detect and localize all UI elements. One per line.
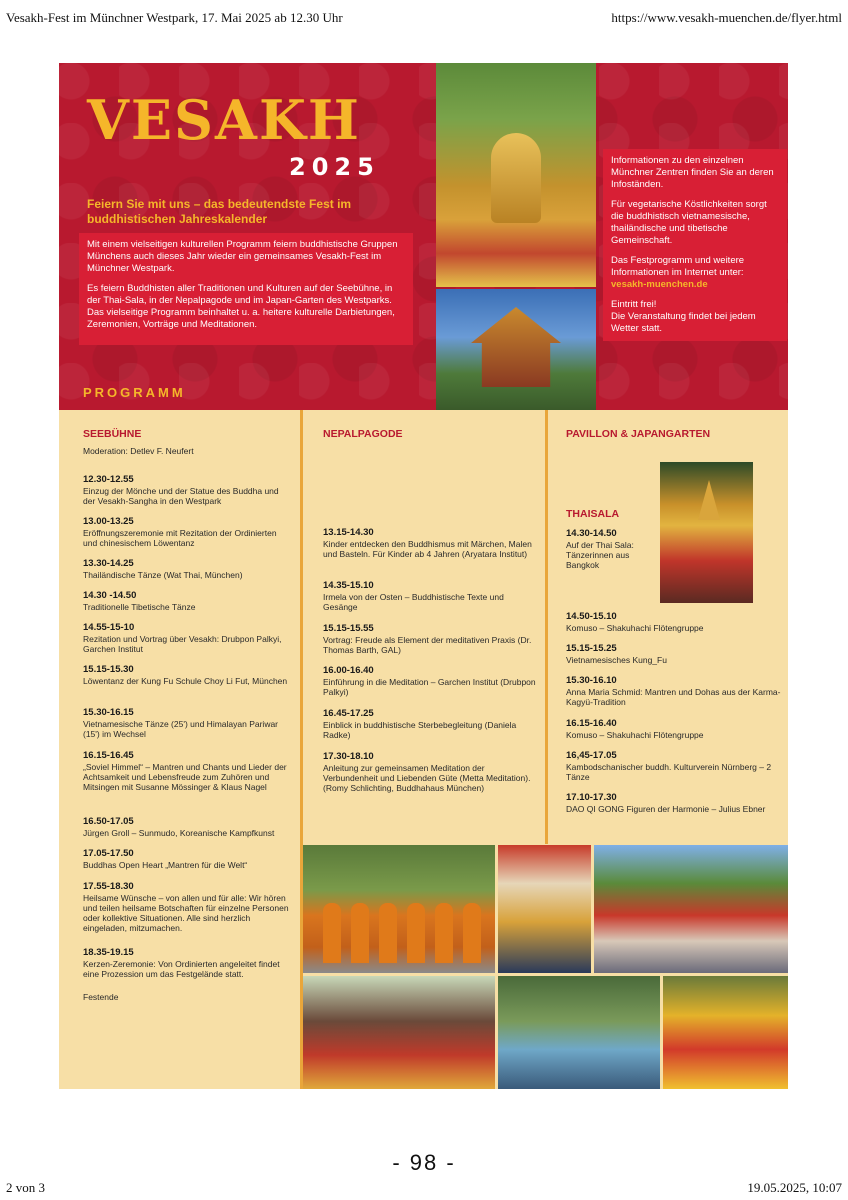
page-number: - 98 -	[392, 1150, 456, 1175]
seebuehne-heading: SEEBÜHNE	[83, 428, 142, 440]
pavillon-event: 15.15-15.25 Vietnamesisches Kung_Fu	[566, 643, 667, 665]
info-free-entry: Eintritt frei!	[611, 299, 657, 310]
programm-label: PROGRAMM	[83, 385, 186, 400]
monks-procession-photo	[303, 845, 495, 973]
browser-header-url[interactable]: https://www.vesakh-muenchen.de/flyer.html	[611, 10, 842, 25]
thai-sala-roof	[471, 307, 561, 387]
nepalpagode-event: 16.00-16.40 Einführung in die Meditation – Garchen Institut (Drubpon Palkyi)	[323, 665, 536, 697]
pavillon-event: 15.30-16.10 Anna Maria Schmid: Mantren und Dohas aus der Karma-Kagyü-Tradition	[566, 675, 781, 707]
browser-header-title: Vesakh-Fest im Münchner Westpark, 17. Mai 2025 ab 12.30 Uhr	[6, 10, 343, 25]
flyer-tagline: Feiern Sie mit uns – das bedeutendste Fest im buddhistischen Jahreskalender	[87, 197, 352, 226]
thaisala-event: 14.30-14.50 Auf der Thai Sala: Tänzerinnen aus Bangkok	[566, 528, 634, 570]
thaisala-heading: THAISALA	[566, 508, 620, 520]
seebuehne-event: 14.55-15-10 Rezitation und Vortrag über Vesakh: Drubpon Palkyi, Garchen Institut	[83, 622, 282, 654]
seebuehne-event: 15.15-15.30 Löwentanz der Kung Fu Schule Choy Li Fut, München	[83, 664, 288, 686]
thai-dancer-photo	[660, 462, 753, 603]
seebuehne-moderation: Moderation: Detlev F. Neufert	[83, 446, 194, 456]
flyer-title: VESAKH	[87, 88, 361, 152]
browser-footer-timestamp: 19.05.2025, 10:07	[747, 1180, 842, 1195]
mask-dancers-photo	[498, 845, 591, 973]
seebuehne-event: 13.00-13.25 Eröffnungszeremonie mit Rezitation der Ordinierten und chinesischem Löwentanz	[83, 516, 277, 548]
pavillon-event: 14.50-15.10 Komuso – Shakuhachi Flötengruppe	[566, 611, 704, 633]
seebuehne-event: 17.05-17.50 Buddhas Open Heart „Mantren für die Welt“	[83, 848, 248, 870]
intro-paragraph-2: Es feiern Buddhisten aller Traditionen und Kulturen auf der Seebühne, in der Thai-Sala, in der Nepalpagode und im Japan-Garten des Westparks. Das vielseitige Programm beinhaltet u. a. heitere kulturelle Darbietungen, Zeremonien, Vorträge und Meditationen.	[87, 283, 395, 330]
festival-crowd-photo	[594, 845, 788, 973]
flyer-top-banner	[59, 63, 788, 410]
info-weather: Die Veranstaltung findet bei jedem Wetter statt.	[611, 311, 756, 334]
nepalpagode-event: 13.15-14.30 Kinder entdecken den Buddhismus mit Märchen, Malen und Basteln. Für Kinder ab 4 Jahren (Aryatara Institut)	[323, 527, 532, 559]
pavillon-event: 16.15-16.40 Komuso – Shakuhachi Flötengruppe	[566, 718, 704, 740]
browser-footer-page-count: 2 von 3	[6, 1180, 45, 1195]
monk-figure	[407, 903, 425, 963]
seebuehne-event: 16.50-17.05 Jürgen Groll – Sunmudo, Koreanische Kampfkunst	[83, 816, 275, 838]
nepalpagode-event: 14.35-15.10 Irmela von der Osten – Buddhistische Texte und Gesänge	[323, 580, 504, 612]
nepalpagode-event: 17.30-18.10 Anleitung zur gemeinsamen Meditation der Verbundenheit und Liebenden Güte (Metta Meditation).(Romy Schlichting, Buddhahaus München)	[323, 751, 531, 793]
monk-figure	[463, 903, 481, 963]
seebuehne-event: 17.55-18.30 Heilsame Wünsche – von allen und für alle: Wir hören und teilen heilsame Botschaften für einzelne Personen oder kollektive Situationen. Alle sind herzlich eingeladen, mitzumachen.	[83, 881, 289, 933]
info-paragraph-1: Informationen zu den einzelnen Münchner Zentren finden Sie an deren Infoständen.	[611, 155, 774, 190]
thai-sala-photo	[436, 289, 596, 410]
pavillon-event: 17.10-17.30 DAO QI GONG Figuren der Harmonie – Julius Ebner	[566, 792, 766, 814]
buddha-statue-photo	[436, 63, 596, 287]
seebuehne-event: 16.15-16.45 „Soviel Himmel“ – Mantren und Chants und Lieder der Achtsamkeit und Lebensfreude zum Zuhören und Mitsingen mit Susanne Mössinger & Klaus Nagel	[83, 750, 287, 792]
column-divider-2	[545, 410, 548, 844]
nepalpagode-event: 16.45-17.25 Einblick in buddhistische Sterbebegleitung (Daniela Radke)	[323, 708, 517, 740]
nepalpagode-event: 15.15-15.55 Vortrag: Freude als Element der meditativen Praxis (Dr. Thomas Barth, GAL)	[323, 623, 532, 655]
monk-figure	[351, 903, 369, 963]
seebuehne-event: 18.35-19.15 Kerzen-Zeremonie: Von Ordinierten angeleitet findet eine Prozession um das Festgelände statt.	[83, 947, 280, 979]
flyer-year: 2025	[289, 153, 380, 181]
seebuehne-event: 12.30-12.55 Einzug der Mönche und der Statue des Buddha und der Vesakh-Sangha in den Westpark	[83, 474, 279, 506]
three-young-men-photo	[303, 976, 495, 1089]
buddha-figure	[491, 133, 541, 223]
monk-figure	[323, 903, 341, 963]
info-paragraph-2: Für vegetarische Köstlichkeiten sorgt die buddhistisch vietnamesische, thailändische und tibetische Gemeinschaft.	[611, 199, 767, 246]
vesakh-flyer	[59, 63, 788, 1089]
monk-figure	[435, 903, 453, 963]
festende: Festende	[83, 992, 119, 1002]
lion-dance-photo	[663, 976, 788, 1089]
dancer-headdress	[698, 480, 720, 520]
japanese-garden-musicians-photo	[498, 976, 660, 1089]
seebuehne-event: 13.30-14.25 Thailändische Tänze (Wat Thai, München)	[83, 558, 243, 580]
monk-figure	[379, 903, 397, 963]
info-paragraph-3: Das Festprogramm und weitere Informationen im Internet unter:	[611, 255, 745, 278]
pavillon-event: 16,45-17.05 Kambodschanischer buddh. Kulturverein Nürnberg – 2 Tänze	[566, 750, 772, 782]
seebuehne-event: 15.30-16.15 Vietnamesische Tänze (25') und Himalayan Pariwar (15') im Wechsel	[83, 707, 279, 739]
photo-collage	[303, 845, 788, 1089]
intro-paragraph-1: Mit einem vielseitigen kulturellen Programm feiern buddhistische Gruppen Münchens auch dieses Jahr wieder ein gemeinsames Vesakh-Fest im Münchner Westpark.	[87, 239, 398, 274]
pavillon-heading: PAVILLON & JAPANGARTEN	[566, 428, 711, 440]
intro-box	[79, 233, 413, 345]
nepalpagode-heading: NEPALPAGODE	[323, 428, 403, 440]
info-website-link[interactable]: vesakh-muenchen.de	[611, 279, 708, 290]
seebuehne-event: 14.30 -14.50 Traditionelle Tibetische Tänze	[83, 590, 196, 612]
info-box	[603, 149, 787, 341]
